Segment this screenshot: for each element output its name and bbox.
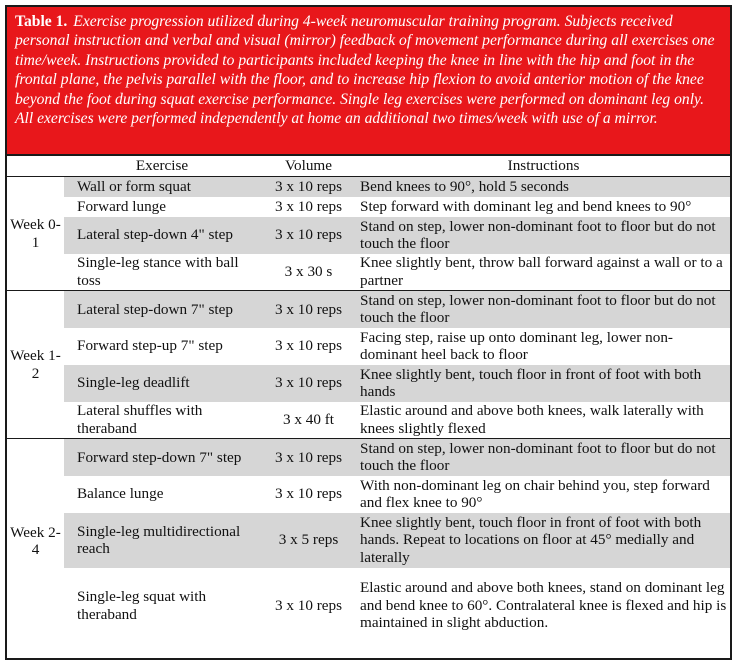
- header-row: [7, 156, 730, 177]
- week-label: Week 0-1: [7, 177, 64, 291]
- instructions-cell: Elastic around and above both knees, stand on dominant leg and bend knee to 60°. Contralateral knee is flexed and hip is maintained in slight abduction.: [360, 579, 727, 632]
- table-row: [7, 291, 730, 328]
- caption-label: Table 1.: [15, 13, 68, 30]
- volume-cell: 3 x 5 reps: [260, 513, 357, 568]
- table-body: [7, 177, 730, 644]
- exercise-cell: Lateral step-down 7" step: [64, 291, 260, 328]
- volume-cell: 3 x 10 reps: [260, 177, 357, 197]
- table-row: [7, 217, 730, 254]
- table-row: [7, 402, 730, 439]
- volume-cell: 3 x 10 reps: [260, 291, 357, 328]
- instructions-cell: Stand on step, lower non-dominant foot to floor but do not touch the floor: [357, 439, 730, 476]
- table-row: [7, 365, 730, 402]
- instructions-cell: Step forward with dominant leg and bend knees to 90°: [360, 197, 692, 215]
- table-row: [7, 568, 730, 644]
- table-row: [7, 197, 730, 217]
- exercise-cell: Forward lunge: [77, 197, 166, 215]
- caption-text: Exercise progression utilized during 4-week neuromuscular training program. Subjects received personal instruction and verbal and visual (mirror) feedback of movement performance during all exercises one time/week. Instructions provided to participants included keeping the knee in line with the hip and foot in the frontal plane, the pelvis parallel with the floor, and to increase hip flexion to avoid anterior motion of the knee beyond the foot during squat exercise performance. Single leg exercises were performed on dominant leg only. All exercises were performed independently at home an additional two times/week with use of a mirror.: [15, 13, 715, 128]
- week-label: Week 2-4: [7, 439, 64, 644]
- header-instructions: Instructions: [357, 156, 730, 177]
- exercise-cell: Balance lunge: [77, 485, 164, 503]
- header-volume: Volume: [260, 156, 357, 177]
- exercise-cell: Forward step-up 7" step: [77, 337, 223, 355]
- instructions-cell: With non-dominant leg on chair behind you, step forward and flex knee to 90°: [360, 476, 710, 511]
- table-row: [7, 476, 730, 513]
- exercise-cell: Lateral shuffles with theraband: [77, 402, 203, 437]
- exercise-cell: Lateral step-down 4" step: [64, 217, 260, 254]
- exercise-cell: Forward step-down 7" step: [64, 439, 260, 476]
- volume-cell: 3 x 10 reps: [274, 197, 343, 215]
- instructions-cell: Knee slightly bent, throw ball forward against a wall or to a partner: [360, 254, 723, 289]
- exercise-cell: Single-leg stance with ball toss: [77, 254, 239, 289]
- table-caption: [7, 7, 730, 156]
- volume-cell: 3 x 10 reps: [274, 596, 343, 614]
- instructions-cell: Facing step, raise up onto dominant leg, lower non-dominant heel back to floor: [360, 328, 673, 363]
- table-row: [7, 513, 730, 568]
- instructions-cell: Knee slightly bent, touch floor in front of foot with both hands: [357, 365, 730, 402]
- week-label: Week 1-2: [7, 291, 64, 439]
- table-row: [7, 328, 730, 365]
- volume-cell: 3 x 10 reps: [260, 439, 357, 476]
- header-exercise: Exercise: [64, 156, 260, 177]
- volume-cell: 3 x 40 ft: [282, 411, 335, 429]
- exercise-cell: Single-leg multidirectional reach: [64, 513, 260, 568]
- exercise-cell: Wall or form squat: [64, 177, 260, 197]
- instructions-cell: Elastic around and above both knees, walk laterally with knees slightly flexed: [360, 402, 704, 437]
- volume-cell: 3 x 30 s: [284, 263, 333, 281]
- instructions-cell: Stand on step, lower non-dominant foot to floor but do not touch the floor: [357, 217, 730, 254]
- table-row: [7, 254, 730, 291]
- exercise-table: [7, 156, 730, 644]
- volume-cell: 3 x 10 reps: [274, 485, 343, 503]
- instructions-cell: Stand on step, lower non-dominant foot to floor but do not touch the floor: [357, 291, 730, 328]
- volume-cell: 3 x 10 reps: [260, 365, 357, 402]
- table-row: [7, 439, 730, 476]
- volume-cell: 3 x 10 reps: [260, 217, 357, 254]
- instructions-cell: Knee slightly bent, touch floor in front of foot with both hands. Repeat to locations on floor at 45° medially and laterally: [357, 513, 730, 568]
- table-frame: [5, 5, 732, 660]
- header-week: [7, 156, 64, 177]
- exercise-cell: Single-leg squat with theraband: [77, 588, 207, 623]
- volume-cell: 3 x 10 reps: [274, 337, 343, 355]
- exercise-cell: Single-leg deadlift: [64, 365, 260, 402]
- instructions-cell: Bend knees to 90°, hold 5 seconds: [357, 177, 730, 197]
- table-row: [7, 177, 730, 197]
